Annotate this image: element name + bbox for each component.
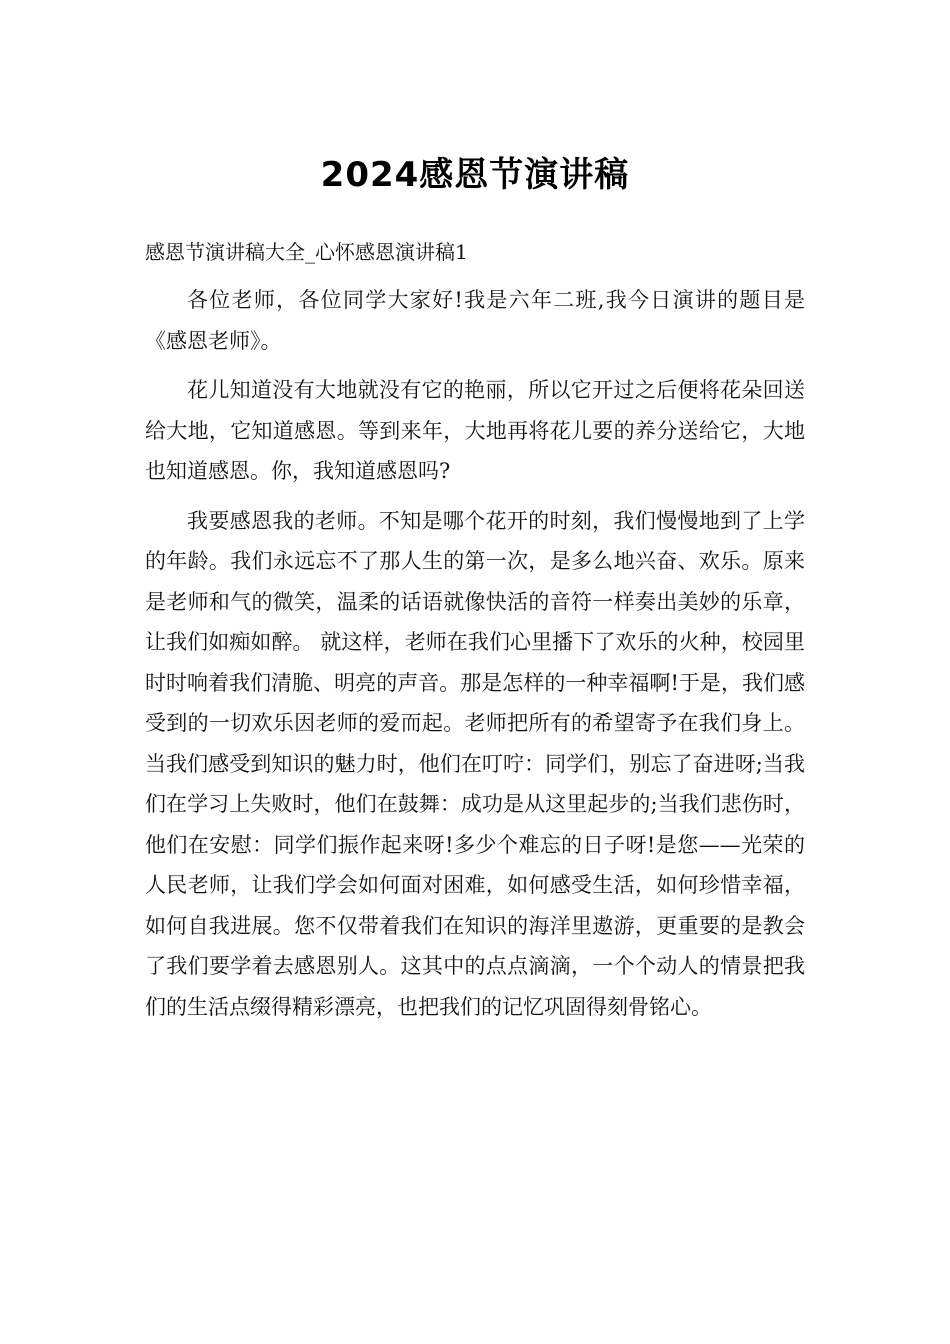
paragraph-greeting: 各位老师，各位同学大家好!我是六年二班,我今日演讲的题目是《感恩老师》。 <box>145 288 805 353</box>
paragraph-teachers: 我要感恩我的老师。不知是哪个花开的时刻，我们慢慢地到了上学的年龄。我们永远忘不了那人生的第一次，是多么地兴奋、欢乐。原来是老师和气的微笑，温柔的话语就像快活的音符一样奏出美妙的乐章，让我们如痴如醉。 就这样，老师在我们心里播下了欢乐的火种，校园里时时响着我们清脆、明亮的声音。那是怎样的一种幸福啊!于是，我们感受到的一切欢乐因老师的爱而起。老师把所有的希望寄予在我们身上。当我们感受到知识的魅力时，他们在叮咛：同学们，别忘了奋进呀;当我们在学习上失败时，他们在鼓舞：成功是从这里起步的;当我们悲伤时，他们在安慰：同学们振作起来呀!多少个难忘的日子呀!是您——光荣的人民老师，让我们学会如何面对困难，如何感受生活，如何珍惜幸福，如何自我进展。您不仅带着我们在知识的海洋里遨游，更重要的是教会了我们要学着去感恩别人。这其中的点点滴滴，一个个动人的情景把我们的生活点缀得精彩漂亮，也把我们的记忆巩固得刻骨铭心。 <box>145 508 805 1019</box>
document-body <box>145 280 805 1036</box>
paragraph-flowers: 花儿知道没有大地就没有它的艳丽，所以它开过之后便将花朵回送给大地，它知道感恩。等到来年，大地再将花儿要的养分送给它，大地也知道感恩。你，我知道感恩吗? <box>145 378 805 483</box>
document-title: 2024感恩节演讲稿 <box>320 154 630 195</box>
section-heading: 感恩节演讲稿大全_心怀感恩演讲稿1 <box>145 240 468 264</box>
